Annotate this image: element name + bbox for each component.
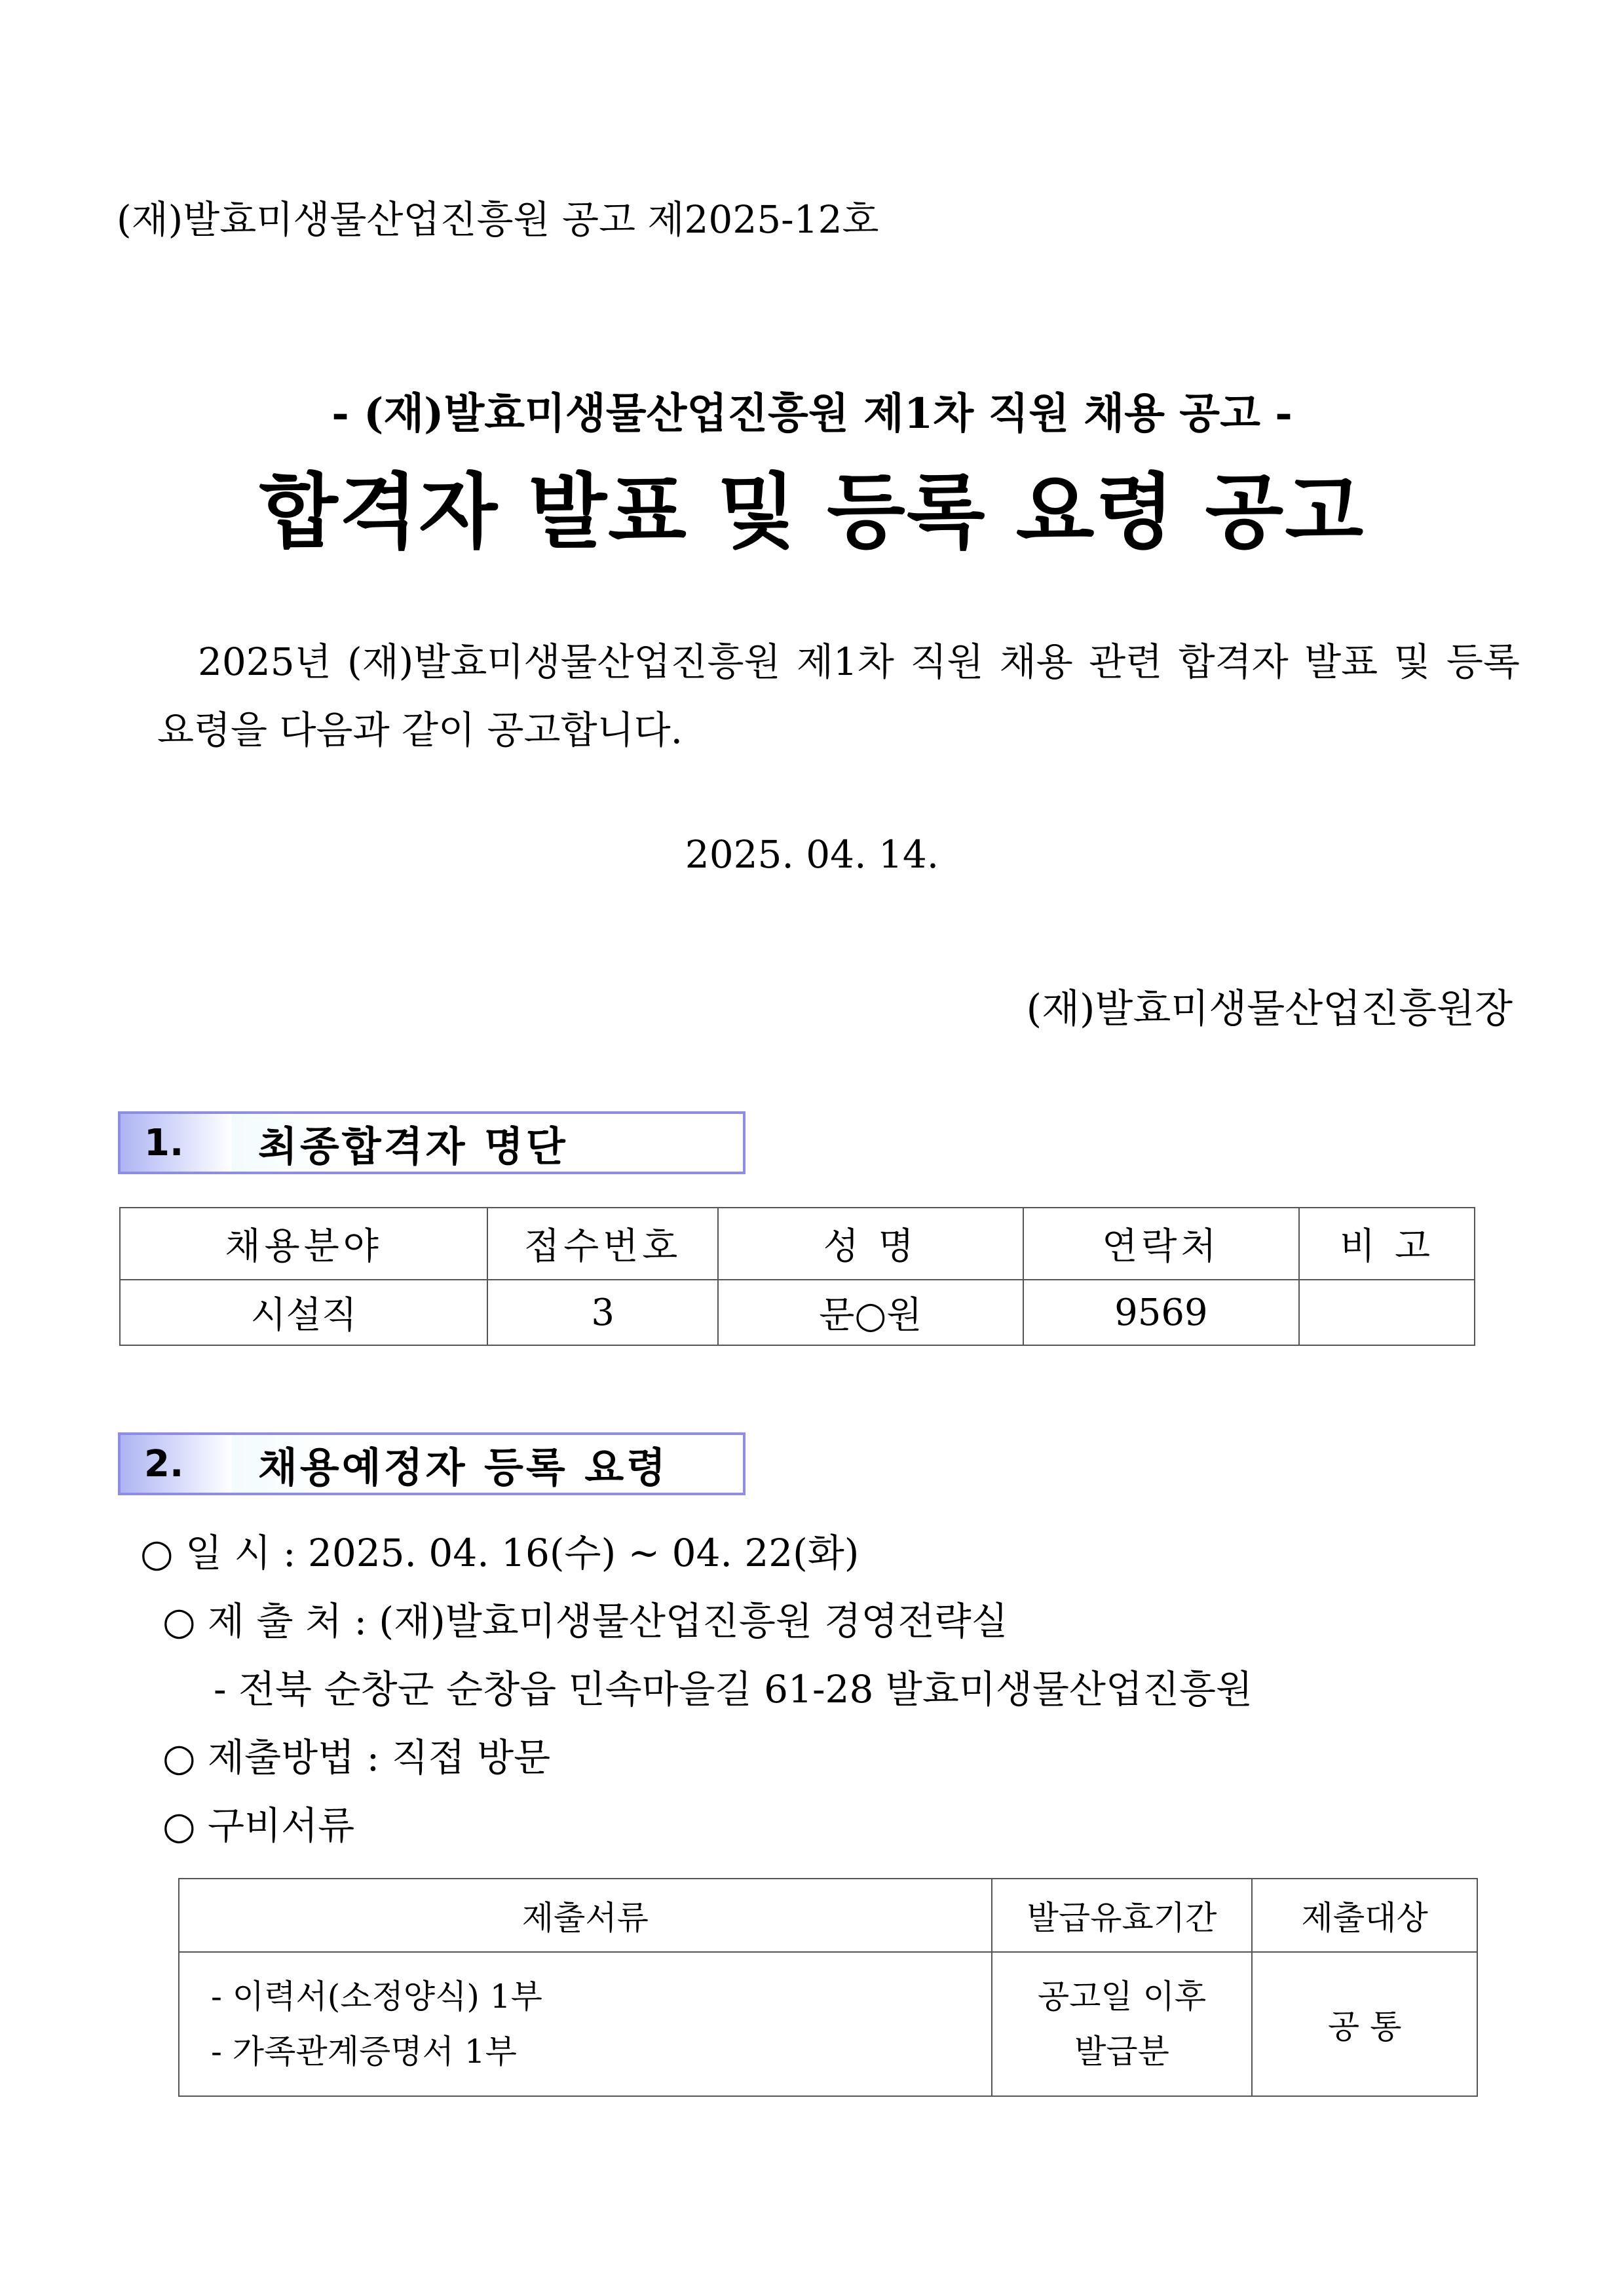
cell-receipt-no: 3	[487, 1280, 718, 1345]
address-line: - 전북 순창군 순창읍 민속마을길 61-28 발효미생물산업진흥원	[214, 1667, 1253, 1712]
document-title: 합격자 발표 및 등록 요령 공고	[259, 465, 1365, 560]
section-2-title: 채용예정자 등록 요령	[232, 1435, 743, 1493]
submission-method-line: ○ 제출방법 : 직접 방문	[162, 1735, 551, 1780]
table-row	[120, 1280, 1475, 1345]
column-header-target: 제출대상	[1252, 1879, 1477, 1952]
section-1-number: 1.	[121, 1114, 232, 1172]
registration-details	[140, 1519, 1253, 1860]
column-header-contact: 연락처	[1023, 1208, 1300, 1280]
table-row	[179, 1952, 1477, 2096]
document-item: - 이력서(소정양식) 1부	[211, 1978, 542, 2016]
column-header-name: 성 명	[718, 1208, 1023, 1280]
cell-remarks	[1299, 1280, 1475, 1345]
section-1-title: 최종합격자 명단	[232, 1114, 743, 1172]
final-passers-table	[119, 1207, 1475, 1346]
validity-cell	[992, 1952, 1253, 2096]
documents-cell	[179, 1952, 992, 2096]
target-cell: 공 통	[1252, 1952, 1477, 2096]
column-header-field: 채용분야	[120, 1208, 487, 1280]
column-header-documents: 제출서류	[179, 1879, 992, 1952]
issuer-name: (재)발효미생물산업진흥원장	[1026, 986, 1513, 1032]
document-item: - 가족관계증명서 1부	[211, 2033, 517, 2071]
document-subtitle: - (재)발효미생물산업진흥원 제1차 직원 채용 공고 -	[331, 389, 1293, 438]
required-documents-label: ○ 구비서류	[162, 1803, 355, 1848]
submission-place-line: ○ 제 출 처 : (재)발효미생물산업진흥원 경영전략실	[162, 1599, 1008, 1643]
validity-line-1: 공고일 이후	[1037, 1978, 1207, 2016]
column-header-remarks: 비 고	[1299, 1208, 1475, 1280]
section-2-number: 2.	[121, 1435, 232, 1493]
notice-date: 2025. 04. 14.	[685, 832, 939, 877]
table-header-row	[120, 1208, 1475, 1280]
notice-number: (재)발효미생물산업진흥원 공고 제2025-12호	[117, 197, 879, 242]
column-header-validity: 발급유효기간	[992, 1879, 1253, 1952]
cell-contact: 9569	[1023, 1280, 1300, 1345]
section-2-header	[118, 1432, 746, 1495]
intro-paragraph: 2025년 (재)발효미생물산업진흥원 제1차 직원 채용 관련 합격자 발표 및 등록 요령을 다음과 같이 공고합니다.	[157, 640, 1520, 752]
required-documents-table	[178, 1878, 1478, 2097]
column-header-receipt-no: 접수번호	[487, 1208, 718, 1280]
validity-line-2: 발급분	[1074, 2033, 1169, 2071]
section-1-header	[118, 1111, 746, 1174]
cell-field: 시설직	[120, 1280, 487, 1345]
table-header-row	[179, 1879, 1477, 1952]
cell-name: 문○원	[718, 1280, 1023, 1345]
schedule-line: ○ 일 시 : 2025. 04. 16(수) ~ 04. 22(화)	[140, 1531, 859, 1575]
